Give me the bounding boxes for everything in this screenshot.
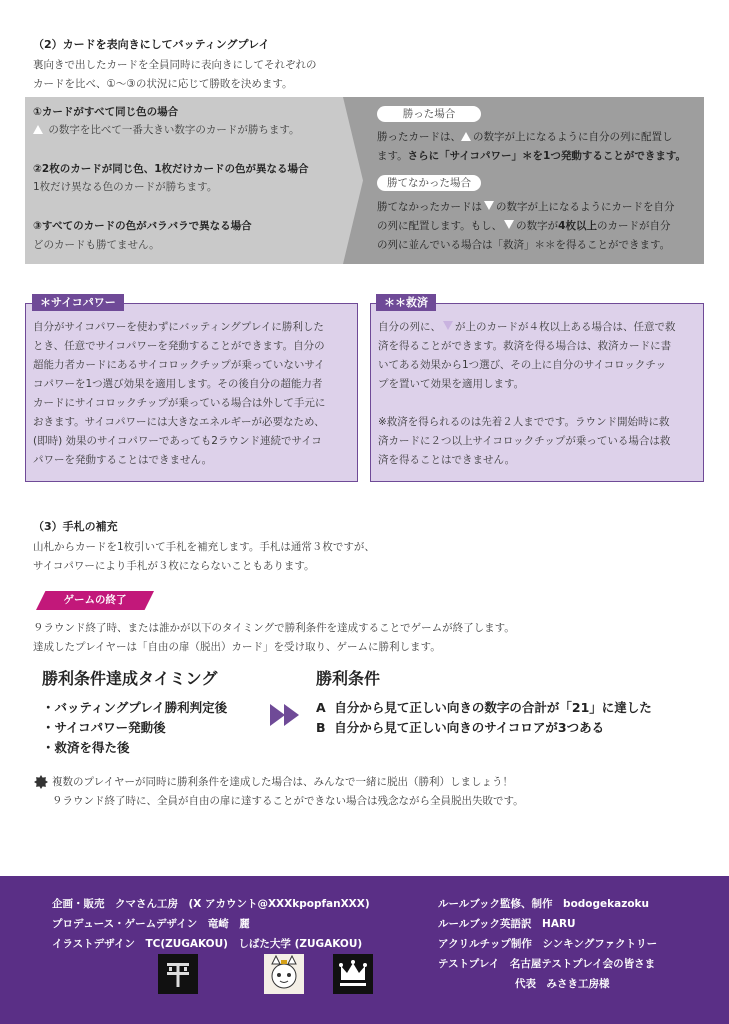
lose-line-1: 勝てなかったカードは の数字が上になるようにカードを自分: [377, 201, 675, 213]
case-2-title: ②2枚のカードが同じ色、1枚だけカードの色が異なる場合: [33, 163, 309, 175]
psycho-line: カードにサイコロックチップが乗っている場合は外して手元に: [33, 397, 326, 409]
section2-title: （2）カードを表向きにしてバッティングプレイ: [33, 38, 270, 51]
psycho-line: 自分がサイコパワーを使わずにバッティングプレイに勝利した: [33, 321, 324, 333]
credit-right: テストプレイ 名古屋テストプレイ会の皆さま: [438, 958, 656, 970]
timing-item: ・サイコパワー発動後: [42, 720, 166, 735]
rescue-line: 済を得ることができます。救済を得る場合は、救済カードに書: [378, 340, 672, 352]
case-3-text: どのカードも勝てません。: [33, 239, 160, 251]
win-line-2: ます。さらに「サイコパワー」＊を1つ発動することができます。: [377, 150, 686, 162]
rescue-line: 自分の列に、 が上のカードが４枚以上ある場合は、任意で救: [378, 321, 676, 333]
psycho-line: おきます。サイコパワーには大きなエネルギーが必要なため、: [33, 416, 325, 428]
game-end-tag: ゲームの終了: [63, 594, 127, 606]
case-1-text: の数字を比べて一番大きい数字のカードが勝ちます。: [33, 121, 300, 139]
rescue-line: いてある効果から1つ選び、その上に自分のサイコロックチッ: [378, 359, 667, 371]
psycho-line: コパワーを1つ選び効果を適用します。その後自分の超能力者: [33, 378, 323, 390]
game-end-line-2: 達成したプレイヤーは「自由の扉（脱出）カード」を受け取り、ゲームに勝利します。: [33, 641, 441, 653]
character-illustration-icon: [264, 954, 304, 994]
rescue-line: ※救済を得られるのは先着２人までです。ラウンド開始時に救: [378, 416, 670, 428]
condition-item-b: B 自分から見て正しい向きのサイコロアが3つある: [316, 720, 605, 735]
section2-line-2: カードを比べ、①〜③の状況に応じて勝敗を決めます。: [33, 78, 293, 90]
triangle-down-icon: [484, 201, 494, 210]
case-1-title: ①カードがすべて同じ色の場合: [33, 106, 179, 118]
credit-right: アクリルチップ制作 シンキングファクトリー: [438, 938, 658, 950]
psycho-power-tag: ＊サイコパワー: [32, 294, 124, 311]
psycho-line: とき、任意でサイコパワーを発動することができます。自分の: [33, 340, 325, 352]
crown-logo-icon: [333, 954, 373, 994]
lose-line-2: の列に配置します。もし、 の数字が4枚以上のカードが自分: [377, 220, 671, 232]
rescue-line: プを置いて効果を適用します。: [378, 378, 525, 390]
rescue-tag: ＊＊救済: [376, 294, 436, 311]
game-end-line-1: ９ラウンド終了時、または誰かが以下のタイミングで勝利条件を達成することでゲームが終了します。: [33, 622, 515, 634]
condition-title: 勝利条件: [316, 669, 381, 688]
credit-left: イラストデザイン TC(ZUGAKOU) しばた大学 (ZUGAKOU): [52, 938, 363, 950]
credit-right: 代表 みさき工房様: [515, 978, 610, 990]
psycho-line: (即時) 効果のサイコパワーであっても2ラウンド連続でサイコ: [33, 435, 322, 447]
section2-line-1: 裏向きで出したカードを全員同時に表向きにしてそれぞれの: [33, 59, 317, 71]
credit-left: プロデュース・ゲームデザイン 竜崎 麗: [52, 918, 250, 930]
double-arrow-icon: [270, 704, 302, 726]
lose-label: 勝てなかった場合: [377, 175, 481, 191]
credit-right: ルールブック監修、制作 bodogekazoku: [438, 898, 650, 910]
logo-kanji-icon: [158, 954, 198, 994]
section3-line-1: 山札からカードを1枚引いて手札を補充します。手札は通常３枚ですが、: [33, 541, 375, 553]
note-line-1: 複数のプレイヤーが同時に勝利条件を達成した場合は、みんなで一緒に脱出（勝利）しましょう！: [52, 776, 514, 788]
timing-item: ・救済を得た後: [42, 740, 130, 755]
triangle-up-icon: [33, 125, 43, 134]
timing-title: 勝利条件達成タイミング: [42, 669, 218, 688]
win-line-1: 勝ったカードは、 の数字が上になるように自分の列に配置し: [377, 131, 673, 143]
section3-title: （3）手札の補充: [33, 520, 118, 533]
note-line-2: ９ラウンド終了時に、全員が自由の扉に達することができない場合は残念ながら全員脱出失敗です。: [52, 795, 524, 807]
badge-star-icon: [34, 775, 48, 789]
credit-left: 企画・販売 クマさん工房 (X アカウント@XXXkpopfanXXX): [52, 898, 370, 910]
win-label: 勝った場合: [377, 106, 481, 122]
rescue-line: 済を得ることはできません。: [378, 454, 516, 466]
lose-line-3: の列に並んでいる場合は「救済」＊＊を得ることができます。: [377, 239, 671, 251]
section3-line-2: サイコパワーにより手札が３枚にならないこともあります。: [33, 560, 315, 572]
psycho-line: 超能力者カードにあるサイコロックチップが乗っていないサイ: [33, 359, 325, 371]
credit-right: ルールブック英語訳 HARU: [438, 918, 576, 930]
triangle-up-icon: [461, 132, 471, 141]
rescue-line: 済カードに２つ以上サイコロックチップが乗っている場合は救: [378, 435, 671, 447]
condition-item-a: A 自分から見て正しい向きの数字の合計が「21」に達した: [316, 700, 652, 715]
case-2-text: 1枚だけ異なる色のカードが勝ちます。: [33, 181, 218, 193]
triangle-down-icon: [504, 220, 514, 229]
case-3-title: ③すべてのカードの色がバラバラで異なる場合: [33, 220, 252, 232]
psycho-line: パワーを発動することはできません。: [33, 454, 213, 466]
timing-item: ・バッティングプレイ勝利判定後: [42, 700, 228, 715]
triangle-down-icon: [443, 321, 453, 330]
